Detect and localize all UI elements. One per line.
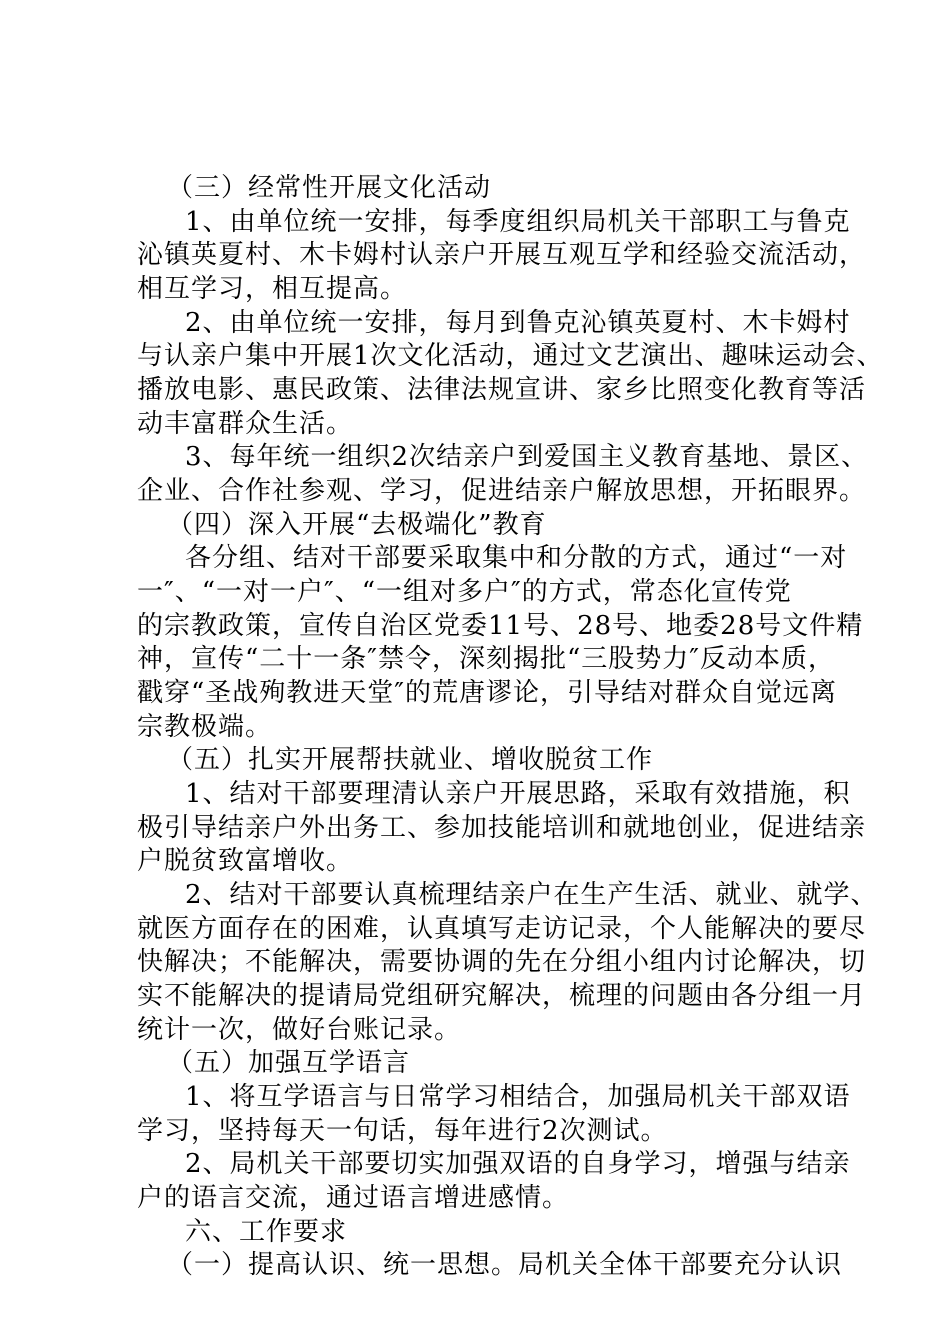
section-heading-4: （四）深入开展“去极端化”教育 xyxy=(167,510,547,540)
paragraph-line: 实不能解决的提请局党组研究解决，梳理的问题由各分组一月 xyxy=(137,981,867,1011)
paragraph-line: 2、由单位统一安排，每月到鲁克沁镇英夏村、木卡姆村 xyxy=(185,308,851,338)
paragraph-line: 户脱贫致富增收。 xyxy=(137,846,354,876)
paragraph-line: 企业、合作社参观、学习，促进结亲户解放思想，开拓眼界。 xyxy=(137,476,867,506)
section-heading-3: （三）经常性开展文化活动 xyxy=(167,173,492,203)
paragraph-line: 就医方面存在的困难，认真填写走访记录，个人能解决的要尽 xyxy=(137,914,867,944)
paragraph-line: 1、结对干部要理清认亲户开展思路，采取有效措施，积 xyxy=(185,779,851,809)
paragraph-line: 各分组、结对干部要采取集中和分散的方式，通过“一对 xyxy=(185,543,848,573)
paragraph-line: 2、结对干部要认真梳理结亲户在生产生活、就业、就学、 xyxy=(185,880,878,910)
paragraph-line: 统计一次，做好台账记录。 xyxy=(137,1015,462,1045)
section-heading-6: 六、工作要求 xyxy=(185,1217,348,1247)
paragraph-line: 戳穿“圣战殉教进天堂″的荒唐谬论，引导结对群众自觉远离 xyxy=(137,678,838,708)
paragraph-line: 1、将互学语言与日常学习相结合，加强局机关干部双语 xyxy=(185,1082,851,1112)
section-heading-5b: （五）加强互学语言 xyxy=(167,1048,411,1078)
paragraph-line: 播放电影、惠民政策、法律法规宣讲、家乡比照变化教育等活 xyxy=(137,375,867,405)
section-heading-5: （五）扎实开展帮扶就业、增收脱贫工作 xyxy=(167,745,654,775)
paragraph-line: 一″、“一对一户″、“一组对多户″的方式，常态化宣传党 xyxy=(137,577,792,607)
paragraph-line: 相互学习，相互提高。 xyxy=(137,274,408,304)
paragraph-line: （一）提高认识、统一思想。局机关全体干部要充分认识 xyxy=(167,1250,843,1280)
paragraph-line: 的宗教政策，宣传自治区党委11号、28号、地委28号文件精 xyxy=(137,611,864,641)
paragraph-line: 1、由单位统一安排，每季度组织局机关干部职工与鲁克 xyxy=(185,207,851,237)
paragraph-line: 快解决；不能解决，需要协调的先在分组小组内讨论解决，切 xyxy=(137,947,867,977)
paragraph-line: 户的语言交流，通过语言增进感情。 xyxy=(137,1183,570,1213)
paragraph-line: 极引导结亲户外出务工、参加技能培训和就地创业，促进结亲 xyxy=(137,813,867,843)
paragraph-line: 神，宣传“二十一条″禁令，深刻揭批“三股势力″反动本质， xyxy=(137,644,836,674)
paragraph-line: 动丰富群众生活。 xyxy=(137,409,354,439)
paragraph-line: 宗教极端。 xyxy=(137,712,273,742)
paragraph-line: 2、局机关干部要切实加强双语的自身学习，增强与结亲 xyxy=(185,1149,851,1179)
paragraph-line: 学习，坚持每天一句话，每年进行2次测试。 xyxy=(137,1116,668,1146)
paragraph-line: 与认亲户集中开展1次文化活动，通过文艺演出、趣味运动会、 xyxy=(137,341,884,371)
paragraph-line: 3、每年统一组织2次结亲户到爱国主义教育基地、景区、 xyxy=(185,442,869,472)
paragraph-line: 沁镇英夏村、木卡姆村认亲户开展互观互学和经验交流活动， xyxy=(137,240,867,270)
